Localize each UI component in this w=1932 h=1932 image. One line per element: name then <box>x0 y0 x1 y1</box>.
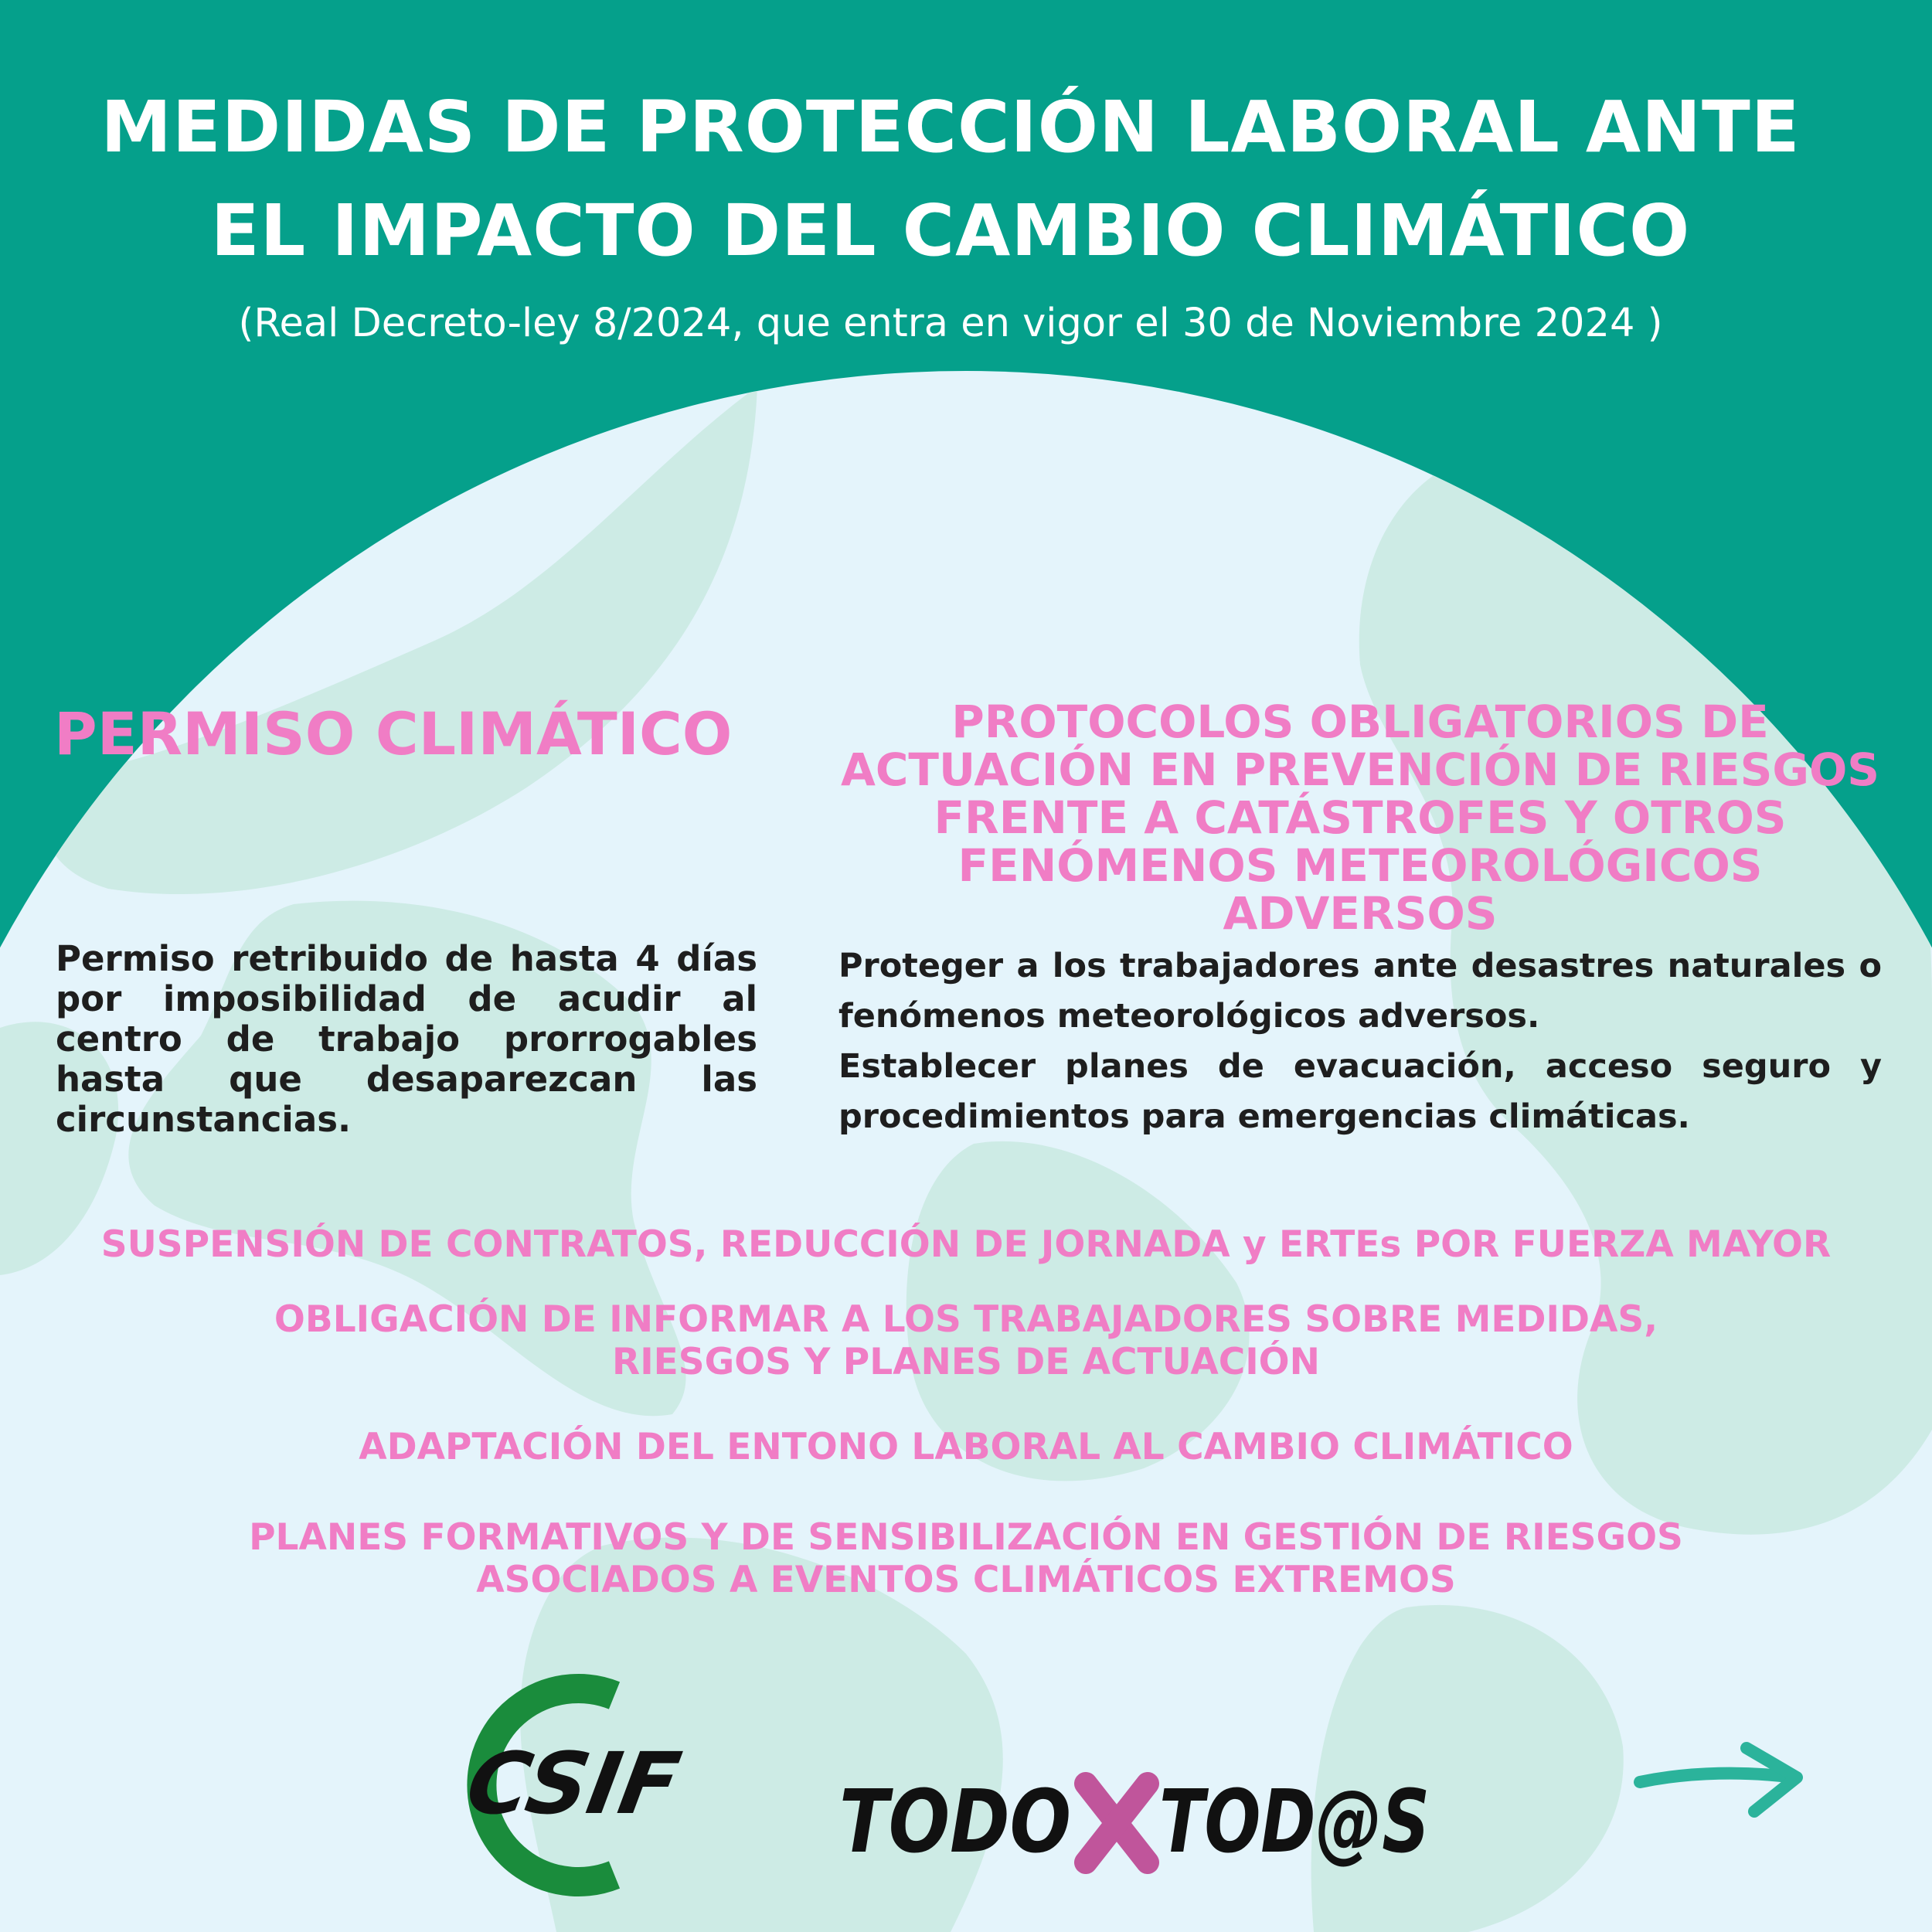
protocolos-heading <box>827 696 1893 940</box>
title-line-2: EL IMPACTO DEL CAMBIO CLIMÁTICO <box>210 189 1691 272</box>
measure-item <box>46 1426 1886 1468</box>
protocolos-heading-line: ACTUACIÓN EN PREVENCIÓN DE RIESGOS <box>840 743 1880 796</box>
page-subtitle: (Real Decreto-ley 8/2024, que entra en vigor el 30 de Noviembre 2024 ) <box>238 301 1663 346</box>
permiso-climatico-heading: PERMISO CLIMÁTICO <box>54 699 733 768</box>
measure-item <box>46 1223 1886 1266</box>
csif-logo-text: CSIF <box>459 1734 688 1834</box>
protocolos-body <box>838 941 1882 1142</box>
todo-right-text: TOD@S <box>1159 1772 1430 1872</box>
protocolos-heading-line: PROTOCOLOS OBLIGATORIOS DE <box>951 696 1769 748</box>
permiso-climatico-body: Permiso retribuido de hasta 4 días por imposibilidad de acudir al centro de trabajo prorrogables hasta que desaparezcan las circunstancias. <box>56 938 757 1140</box>
measure-line: ADAPTACIÓN DEL ENTONO LABORAL AL CAMBIO CLIMÁTICO <box>359 1426 1573 1468</box>
protocolos-heading-line: FRENTE A CATÁSTROFES Y OTROS <box>934 791 1787 844</box>
measure-item <box>46 1516 1886 1601</box>
x-cross-icon <box>1086 1784 1148 1862</box>
measure-line: PLANES FORMATIVOS Y DE SENSIBILIZACIÓN EN GESTIÓN DE RIESGOS <box>249 1516 1683 1559</box>
title-line-1: MEDIDAS DE PROTECCIÓN LABORAL ANTE <box>100 86 1801 168</box>
measure-item <box>46 1298 1886 1383</box>
page-title <box>46 76 1855 283</box>
arrow-right-icon[interactable] <box>1631 1737 1808 1822</box>
protocolos-body-paragraph: Establecer planes de evacuación, acceso seguro y procedimientos para emergencias climáticas. <box>838 1047 1882 1136</box>
measure-line: OBLIGACIÓN DE INFORMAR A LOS TRABAJADORES SOBRE MEDIDAS, <box>274 1298 1658 1341</box>
todoxtodos-logo <box>835 1754 1437 1878</box>
measure-line: RIESGOS Y PLANES DE ACTUACIÓN <box>612 1341 1320 1383</box>
protocolos-body-paragraph: Proteger a los trabajadores ante desastres naturales o fenómenos meteorológicos adversos. <box>838 947 1882 1036</box>
measure-line: ASOCIADOS A EVENTOS CLIMÁTICOS EXTREMOS <box>476 1559 1456 1601</box>
measure-line: SUSPENSIÓN DE CONTRATOS, REDUCCIÓN DE JORNADA y ERTEs POR FUERZA MAYOR <box>100 1223 1832 1266</box>
csif-logo <box>440 1669 703 1901</box>
todo-left-text: TODO <box>839 1772 1071 1872</box>
protocolos-heading-line: FENÓMENOS METEOROLÓGICOS ADVERSOS <box>957 839 1763 940</box>
